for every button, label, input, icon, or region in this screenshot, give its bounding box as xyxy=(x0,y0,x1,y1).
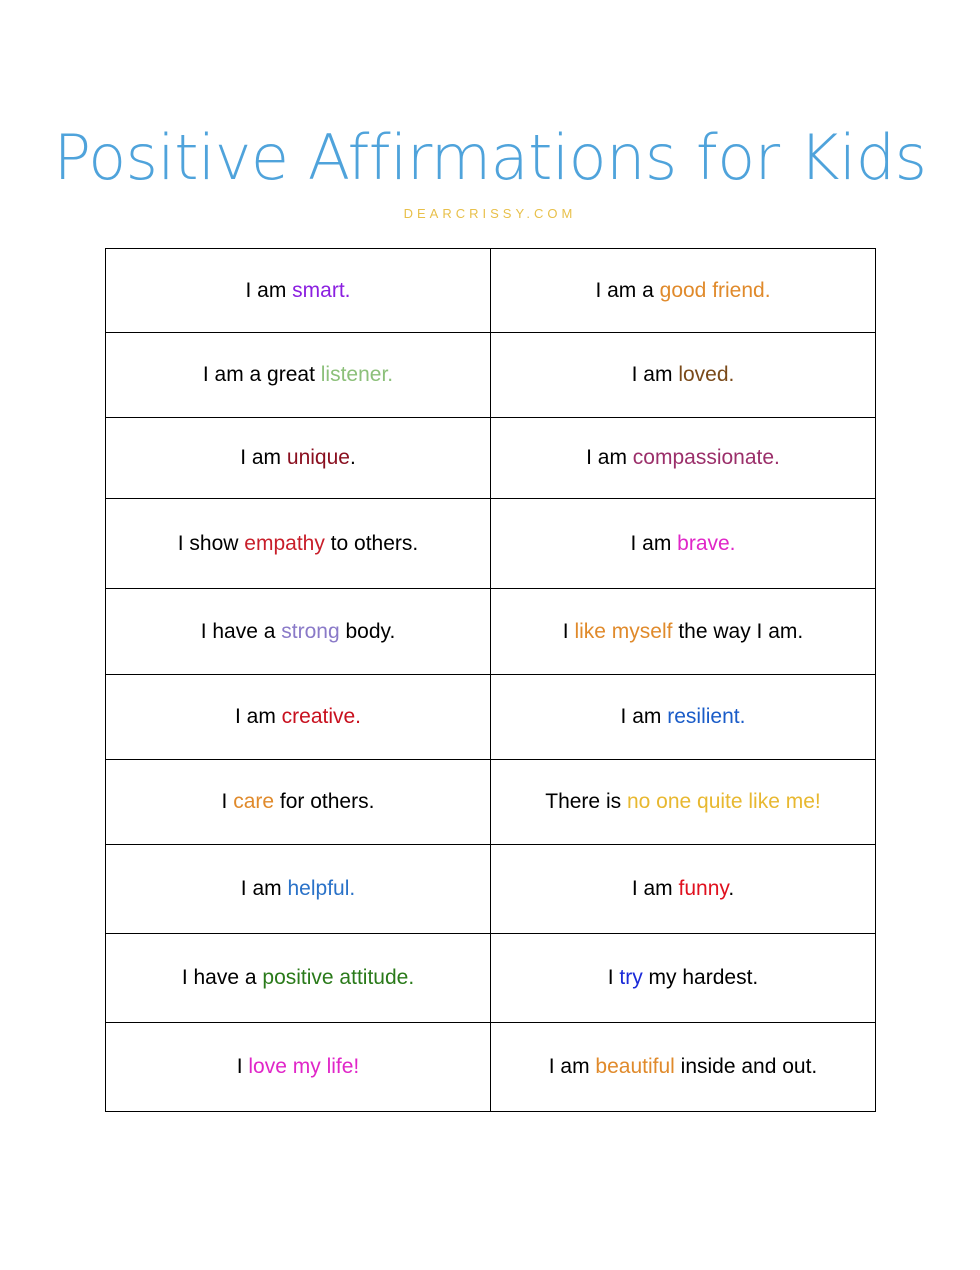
affirmation-cell xyxy=(491,845,876,934)
affirmation-highlight: love my life! xyxy=(248,1055,360,1078)
table-row xyxy=(106,333,876,418)
affirmations-table-body xyxy=(106,249,876,1112)
affirmation-cell xyxy=(491,418,876,499)
table-row xyxy=(106,675,876,760)
affirmation-text: I xyxy=(236,1055,249,1078)
affirmation-text: I am xyxy=(620,705,668,728)
affirmation-cell xyxy=(491,333,876,418)
affirmation-cell xyxy=(106,589,491,675)
affirmation-highlight: beautiful xyxy=(595,1055,675,1078)
affirmation-cell xyxy=(106,934,491,1023)
affirmation-text: I xyxy=(562,619,575,643)
affirmation-cell xyxy=(491,760,876,845)
affirmation-highlight: try xyxy=(619,966,643,989)
affirmation-cell xyxy=(106,499,491,589)
affirmation-cell xyxy=(106,418,491,499)
affirmation-highlight: like myself xyxy=(574,619,673,643)
table-row xyxy=(106,1023,876,1112)
affirmation-text: . xyxy=(728,877,735,900)
site-name: DEARCRISSY.COM xyxy=(403,206,577,221)
affirmation-text: I show xyxy=(177,531,245,555)
affirmation-highlight: creative. xyxy=(281,705,362,728)
affirmation-highlight: positive attitude. xyxy=(262,966,415,989)
affirmation-cell xyxy=(106,675,491,760)
affirmation-cell xyxy=(106,845,491,934)
affirmation-cell xyxy=(106,249,491,333)
affirmation-highlight: empathy xyxy=(244,531,325,555)
affirmation-text: There is xyxy=(545,790,627,813)
affirmation-text: I am a xyxy=(595,278,660,302)
table-row xyxy=(106,249,876,333)
affirmation-text: I am xyxy=(240,877,288,900)
affirmation-text: the way I am. xyxy=(672,619,804,643)
affirmation-highlight: no one quite like me! xyxy=(626,790,821,813)
affirmation-text: to others. xyxy=(324,531,419,555)
page-title: Positive Affirmations for Kids xyxy=(53,121,927,194)
affirmation-highlight: listener. xyxy=(320,363,394,386)
affirmation-highlight: brave. xyxy=(677,531,736,555)
affirmation-cell xyxy=(491,675,876,760)
affirmation-cell xyxy=(491,1023,876,1112)
affirmation-cell xyxy=(491,249,876,333)
affirmation-text: inside and out. xyxy=(674,1055,818,1078)
affirmation-highlight: loved. xyxy=(678,363,735,386)
affirmation-text: my hardest. xyxy=(642,966,759,989)
table-row xyxy=(106,760,876,845)
table-row xyxy=(106,845,876,934)
table-row xyxy=(106,499,876,589)
affirmation-text: . xyxy=(349,446,356,469)
affirmation-text: I am xyxy=(631,363,679,386)
affirmation-highlight: care xyxy=(233,790,275,813)
affirmation-highlight: strong xyxy=(281,619,340,643)
affirmation-text: I xyxy=(607,966,620,989)
affirmation-highlight: resilient. xyxy=(667,705,746,728)
affirmations-table xyxy=(105,248,876,1112)
affirmation-cell xyxy=(106,333,491,418)
affirmation-text: I am xyxy=(630,531,678,555)
affirmation-text: I am xyxy=(240,446,287,469)
affirmation-text: I am a great xyxy=(202,363,321,386)
table-row xyxy=(106,418,876,499)
affirmation-text: I am xyxy=(234,705,282,728)
affirmation-text: I have a xyxy=(181,966,263,989)
table-row xyxy=(106,934,876,1023)
affirmation-cell xyxy=(491,589,876,675)
affirmation-cell xyxy=(491,934,876,1023)
affirmation-text: I am xyxy=(245,278,293,302)
affirmation-text: I xyxy=(221,790,234,813)
affirmation-text: I am xyxy=(586,446,633,469)
affirmation-highlight: smart. xyxy=(292,278,351,302)
table-row xyxy=(106,589,876,675)
affirmation-highlight: compassionate. xyxy=(632,446,780,469)
affirmation-cell xyxy=(106,760,491,845)
affirmation-highlight: helpful. xyxy=(287,877,356,900)
affirmation-text: I have a xyxy=(200,619,282,643)
affirmation-highlight: good friend. xyxy=(659,278,771,302)
affirmation-highlight: funny xyxy=(678,877,729,900)
affirmation-cell xyxy=(106,1023,491,1112)
affirmation-highlight: unique xyxy=(286,446,350,469)
affirmation-cell xyxy=(491,499,876,589)
affirmation-text: body. xyxy=(339,619,396,643)
affirmation-text: for others. xyxy=(274,790,375,813)
affirmation-text: I am xyxy=(631,877,679,900)
affirmation-text: I am xyxy=(548,1055,596,1078)
